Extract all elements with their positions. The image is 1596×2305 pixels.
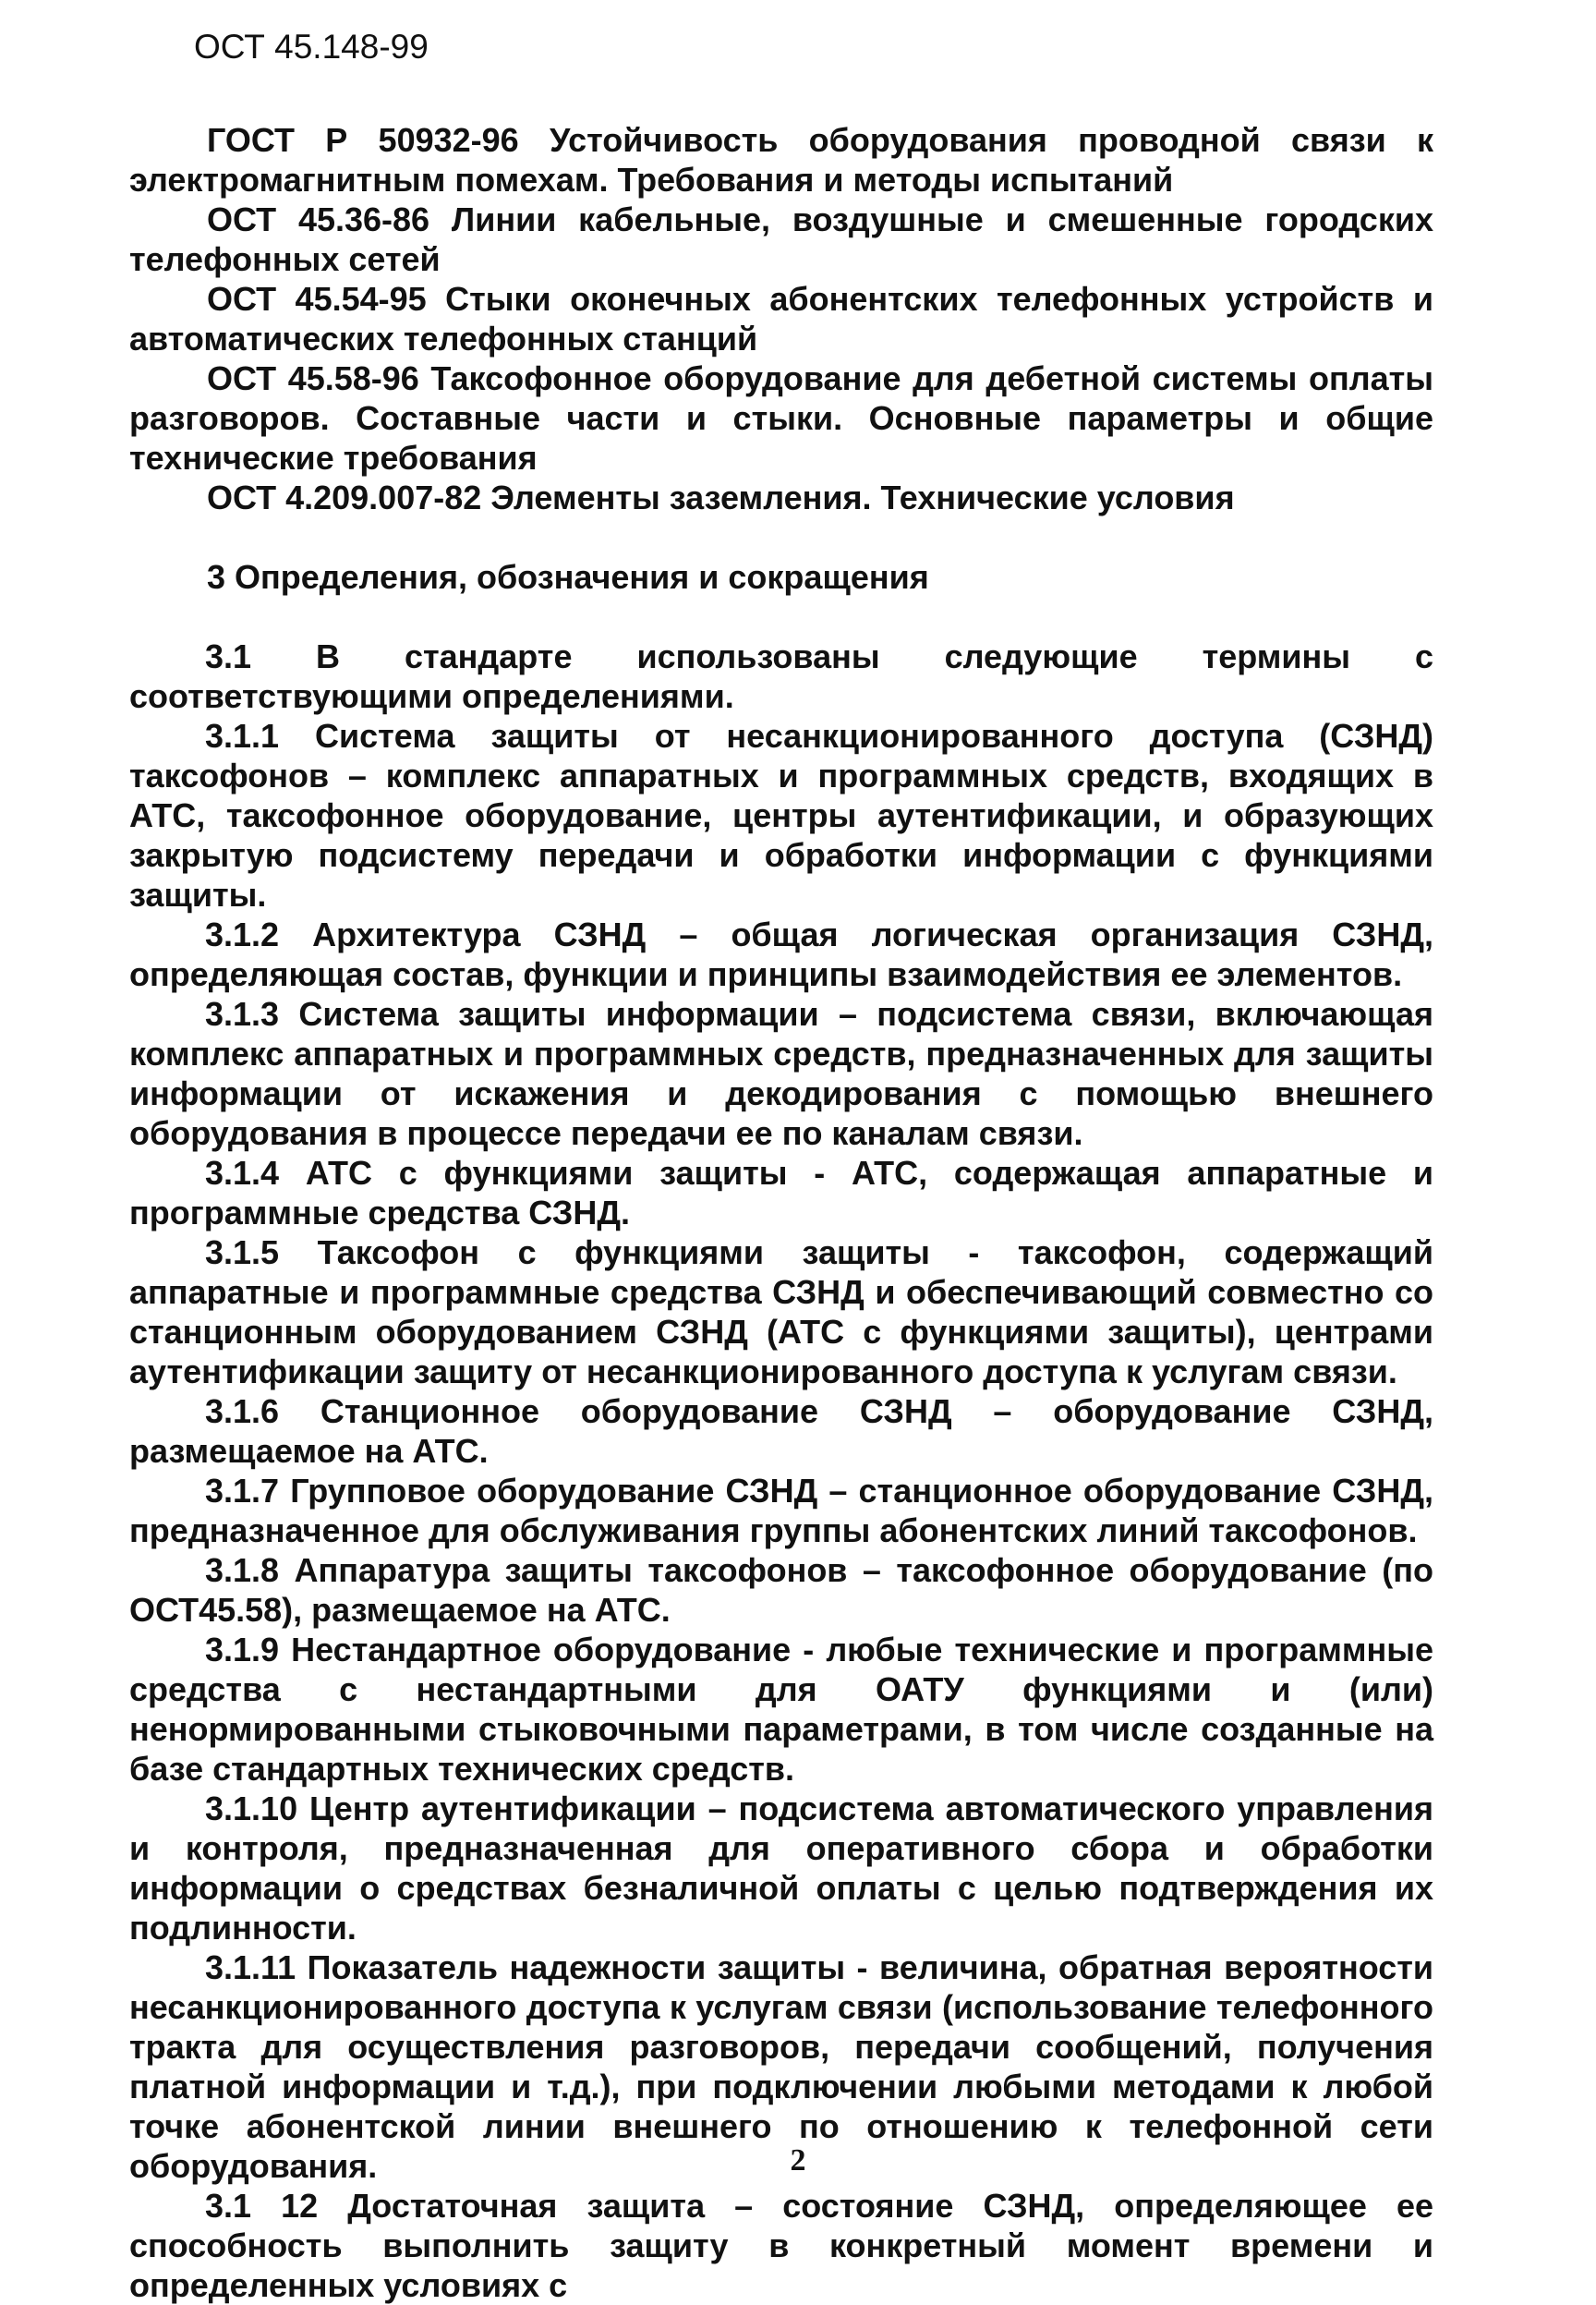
definition-3-1-1: 3.1.1 Система защиты от несанкционированного доступа (СЗНД) таксофонов – комплекс аппаратных и программных средств, входящих в АТС, таксофонное оборудование, центры аутентификации, и образующих закрытую подсистему передачи и обработки информации с функциями защиты. bbox=[129, 717, 1433, 914]
definition-3-1-2: 3.1.2 Архитектура СЗНД – общая логическая организация СЗНД, определяющая состав, функции и принципы взаимодействия ее элементов. bbox=[129, 916, 1433, 993]
definition-3-1-9: 3.1.9 Нестандартное оборудование - любые технические и программные средства с нестандартными для ОАТУ функциями и (или) ненормированными стыковочными параметрами, в том числе созданные на базе стандартных технических средств. bbox=[129, 1631, 1433, 1788]
definition-3-1-5: 3.1.5 Таксофон с функциями защиты - таксофон, содержащий аппаратные и программные средства СЗНД и обеспечивающий совместно со станционным оборудованием СЗНД (АТС с функциями защиты), центрами аутентификации защиту от несанкционированного доступа к услугам связи. bbox=[129, 1233, 1433, 1390]
definition-3-1-10: 3.1.10 Центр аутентификации – подсистема автоматического управления и контроля, предназначенная для оперативного сбора и обработки информации о средствах безналичной оплаты с целью подтверждения их подлинности. bbox=[129, 1789, 1433, 1947]
definition-3-1-8: 3.1.8 Аппаратура защиты таксофонов – таксофонное оборудование (по ОСТ45.58), размещаемое на АТС. bbox=[129, 1551, 1433, 1629]
definition-3-1-3: 3.1.3 Система защиты информации – подсистема связи, включающая комплекс аппаратных и программных средств, предназначенных для защиты информации от искажения и декодирования с помощью внешнего оборудования в процессе передачи ее по каналам связи. bbox=[129, 995, 1433, 1152]
definition-3-1-12: 3.1 12 Достаточная защита – состояние СЗНД, определяющее ее способность выполнить защиту в конкретный момент времени и определенных условиях с bbox=[129, 2187, 1433, 2304]
section-heading: 3 Определения, обозначения и сокращения bbox=[207, 558, 929, 596]
definition-3-1-4: 3.1.4 АТС с функциями защиты - АТС, содержащая аппаратные и программные средства СЗНД. bbox=[129, 1154, 1433, 1231]
reference-gost-50932: ГОСТ Р 50932-96 Устойчивость оборудования проводной связи к электромагнитным помехам. Требования и методы испытаний bbox=[129, 121, 1433, 199]
reference-ost-45-54: ОСТ 45.54-95 Стыки оконечных абонентских телефонных устройств и автоматических телефонных станций bbox=[129, 280, 1433, 358]
document-code-header: ОСТ 45.148-99 bbox=[194, 28, 429, 66]
page-number: 2 bbox=[790, 2143, 806, 2178]
definition-3-1-11: 3.1.11 Показатель надежности защиты - величина, обратная вероятности несанкционированного доступа к услугам связи (использование телефонного тракта для осуществления разговоров, передачи сообщений, получения платной информации и т.д.), при подключении любыми методами к любой точке абонентской линии внешнего по отношению к телефонной сети оборудования. bbox=[129, 1948, 1433, 2185]
definition-3-1-6: 3.1.6 Станционное оборудование СЗНД – оборудование СЗНД, размещаемое на АТС. bbox=[129, 1392, 1433, 1470]
reference-ost-4-209: ОСТ 4.209.007-82 Элементы заземления. Технические условия bbox=[207, 479, 1235, 516]
reference-ost-45-58: ОСТ 45.58-96 Таксофонное оборудование для дебетной системы оплаты разговоров. Составные части и стыки. Основные параметры и общие технические требования bbox=[129, 359, 1433, 477]
page-content bbox=[129, 120, 1433, 2305]
definition-3-1-7: 3.1.7 Групповое оборудование СЗНД – станционное оборудование СЗНД, предназначенное для обслуживания группы абонентских линий таксофонов. bbox=[129, 1472, 1433, 1549]
reference-ost-45-36: ОСТ 45.36-86 Линии кабельные, воздушные и смешенные городских телефонных сетей bbox=[129, 200, 1433, 278]
definitions-intro: 3.1 В стандарте использованы следующие термины с соответствующими определениями. bbox=[129, 637, 1433, 715]
